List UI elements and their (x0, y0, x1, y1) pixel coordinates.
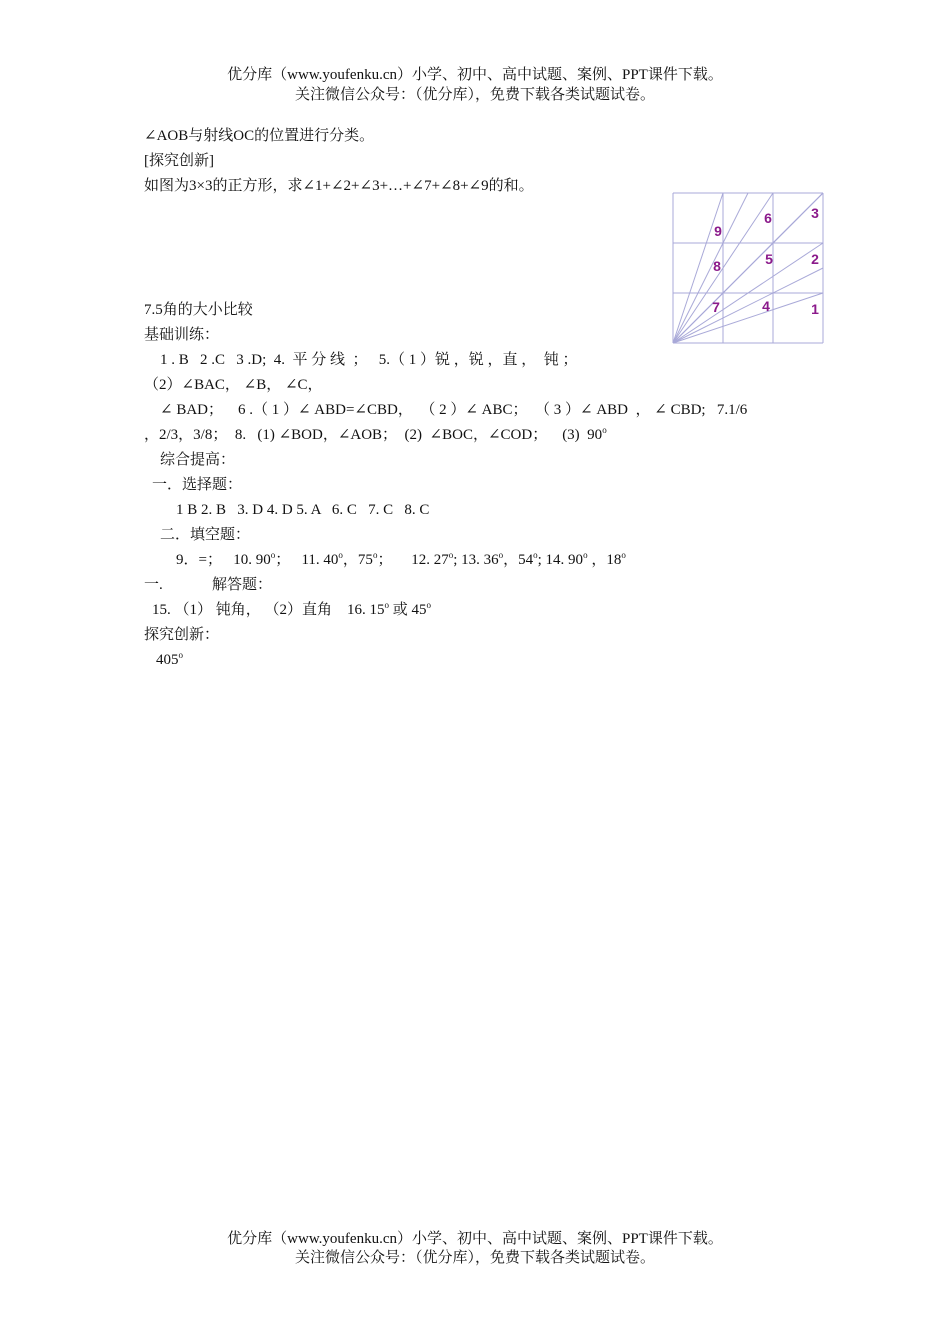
fill-14: ; 14. 90 (537, 552, 584, 568)
fill-heading: 二．填空题： (160, 527, 251, 543)
inquiry-question: 如图为3×3的正方形，求∠1+∠2+∠3+…+∠7+∠8+∠9的和。 (144, 178, 534, 194)
degree-sign: o (602, 425, 607, 435)
angle-label-1: 1 (811, 301, 819, 317)
basic-answers-line-1: 1 . B 2 .C 3 .D; 4. 平 分 线 ； 5.（ 1 ）锐 ，锐 ，直 ， 钝 ； (160, 352, 578, 368)
inquiry-heading: [探究创新] (144, 153, 214, 169)
degree-sign: o (583, 550, 588, 560)
degree-sign: o (448, 550, 454, 560)
degree-sign: o (338, 550, 343, 560)
footer-line-2: 关注微信公众号：（优分库），免费下载各类试题试卷。 (294, 1250, 655, 1266)
fill-14b: ，18 (587, 552, 622, 568)
choice-answers: 1 B 2. B 3. D 4. D 5. A 6. C 7. C 8. C (176, 502, 430, 518)
solve-15-16: 15. （1） 钝角， （2）直角 16. 15 (152, 602, 385, 618)
solve-16b: 或 45 (389, 602, 427, 618)
degree-sign: o (178, 650, 183, 660)
inquiry-answer-value: 405 (156, 652, 179, 668)
header-line-2: 关注微信公众号：（优分库），免费下载各类试题试卷。 (294, 87, 655, 103)
angle-label-7: 7 (712, 299, 720, 315)
degree-sign: o (372, 550, 378, 560)
solve-number: 一. (144, 577, 163, 593)
degree-sign: o (426, 600, 432, 610)
fill-11: ； 11. 40 (275, 552, 339, 568)
inquiry-answer-heading: 探究创新： (144, 627, 220, 643)
ray-line (673, 193, 823, 343)
basic-answers-line-4 (144, 425, 607, 445)
degree-sign: o (270, 550, 276, 560)
solve-answers (152, 600, 431, 620)
fill-13b: ，54 (503, 552, 534, 568)
basic-heading: 基础训练： (144, 327, 220, 343)
fill-9-10: 9．=； 10. 90 (176, 552, 271, 568)
degree-sign: o (384, 600, 390, 610)
degree-sign: o (533, 550, 538, 560)
intro-line: ∠AOB与射线OC的位置进行分类。 (144, 128, 375, 144)
section-title: 7.5角的大小比较 (144, 302, 253, 318)
choice-heading: 一．选择题： (152, 477, 243, 493)
ray-line (673, 293, 823, 343)
angle-label-6: 6 (764, 210, 772, 226)
ray-line (673, 193, 748, 343)
comprehensive-heading: 综合提高： (160, 452, 236, 468)
fill-answers (176, 550, 626, 570)
angle-rays (673, 193, 823, 343)
fill-11b: ，75 (342, 552, 373, 568)
header-line-1: 优分库（www.youfenku.cn）小学、初中、高中试题、案例、PPT课件下载。 (227, 67, 723, 83)
square-rays-figure (670, 190, 826, 346)
angle-label-4: 4 (762, 298, 770, 314)
basic-answers-line-3: ∠ BAD； 6 .（ 1 ）∠ ABD=∠CBD， （ 2 ）∠ ABC； （ 3 ）∠ ABD ， ∠ CBD; 7.1/6 (160, 402, 748, 418)
angle-label-9: 9 (714, 223, 722, 239)
footer-line-1: 优分库（www.youfenku.cn）小学、初中、高中试题、案例、PPT课件下载。 (227, 1231, 723, 1247)
angle-label-2: 2 (811, 251, 819, 267)
basic-line-4-text: ，2/3，3/8； 8. (1) ∠BOD，∠AOB； (2) ∠BOC，∠COD； (3) 90 (144, 427, 603, 443)
angle-label-3: 3 (811, 205, 819, 221)
angle-label-8: 8 (713, 258, 721, 274)
angle-label-5: 5 (765, 251, 773, 267)
degree-sign: o (621, 550, 626, 560)
fill-12: ； 12. 27 (377, 552, 449, 568)
inquiry-answer (156, 650, 183, 670)
degree-sign: o (498, 550, 504, 560)
fill-13: ; 13. 36 (453, 552, 499, 568)
solve-heading: 解答题： (212, 577, 273, 593)
basic-answers-line-2: （2）∠BAC， ∠B， ∠C， (144, 377, 323, 393)
ray-line (673, 268, 823, 343)
